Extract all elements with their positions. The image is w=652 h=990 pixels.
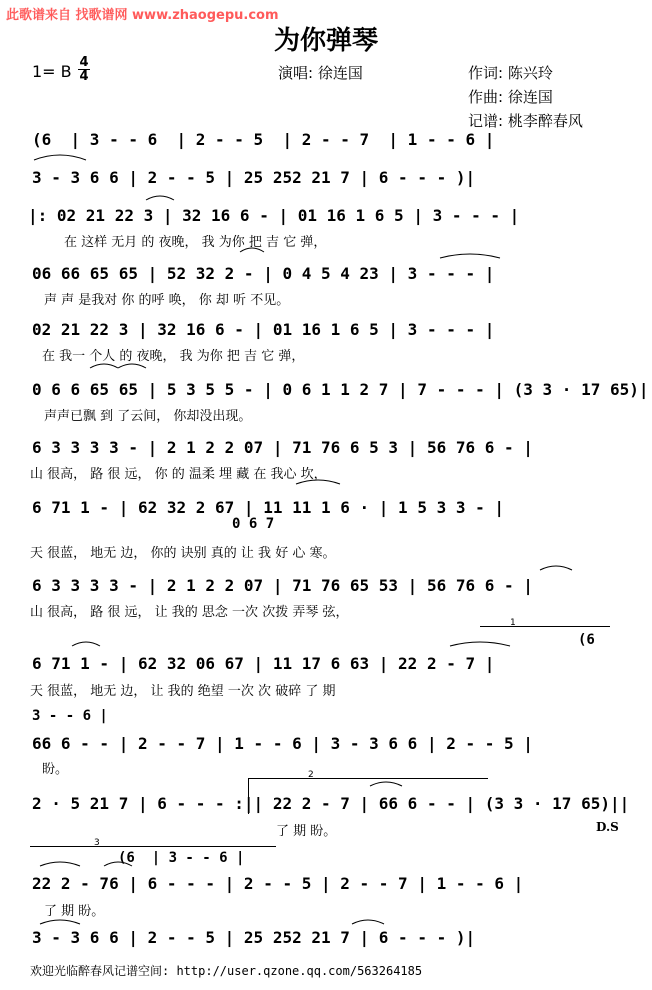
lyrics: 声 声 是我对 你 的呼 唤， 你 却 听 不见。 — [44, 293, 290, 308]
composer-credit: 作曲: 徐连国 — [468, 88, 553, 106]
time-signature-bottom: 4 — [79, 69, 89, 84]
notation: 6 71 1 - | 62 32 2 67 | 11 11 1 6 · | 1 5 3 3 - | — [32, 498, 505, 517]
time-signature-top: 4 — [79, 55, 89, 70]
lyrics: 在 我一 个人 的 夜晚， 我 为你 把 吉 它 弹， — [42, 349, 305, 364]
footer-text: 欢迎光临醉春风记谱空间: http://user.qzone.qq.com/563264185 — [30, 964, 423, 978]
notation: |: 02 21 22 3 | 32 16 6 - | 01 16 1 6 5 | 3 - - - | — [28, 206, 520, 225]
sub-notation: 0 6 7 — [232, 516, 275, 532]
notation: 06 66 65 65 | 52 32 2 - | 0 4 5 4 23 | 3 - - - | — [32, 264, 495, 283]
lyrics: 山 很高， 路 很 远， 你 的 温柔 埋 藏 在 我心 坎， — [30, 467, 327, 482]
lyrics: 在 这样 无月 的 夜晚， 我 为你 把 吉 它 弹， — [64, 235, 327, 250]
ending-number-2: 2 — [308, 770, 314, 780]
singer-credit: 演唱: 徐连国 — [278, 64, 363, 82]
lyricist-credit: 作词: 陈兴玲 — [468, 64, 553, 82]
notation: 6 3 3 3 3 - | 2 1 2 2 07 | 71 76 65 53 | 56 76 6 - | — [32, 576, 533, 595]
pre-notation: (6 — [578, 632, 595, 648]
notation: 6 71 1 - | 62 32 06 67 | 11 17 6 63 | 22 2 - 7 | — [32, 654, 495, 673]
lyrics: 了 期 盼。 — [276, 824, 337, 839]
notation: 3 - 3 6 6 | 2 - - 5 | 25 252 21 7 | 6 - - - )| — [32, 928, 476, 947]
notation: 66 6 - - | 2 - - 7 | 1 - - 6 | 3 - 3 6 6 | 2 - - 5 | — [32, 734, 533, 753]
ds-mark: D.S — [596, 820, 619, 834]
watermark: 此歌谱来自 找歌谱网 www.zhaogepu.com — [6, 8, 279, 23]
song-title: 为你弹琴 — [273, 26, 378, 56]
lyrics: 山 很高， 路 很 远， 让 我的 思念 一次 次拨 弄琴 弦， — [30, 605, 349, 620]
key-signature: 1= B — [32, 62, 72, 81]
ending-number-3: 3 — [94, 838, 100, 848]
notation: 02 21 22 3 | 32 16 6 - | 01 16 1 6 5 | 3 - - - | — [32, 320, 495, 339]
notation: 2 · 5 21 7 | 6 - - - :|| 22 2 - 7 | 66 6 - - | (3 3 · 17 65)|| — [32, 794, 630, 813]
notation: 3 - 3 6 6 | 2 - - 5 | 25 252 21 7 | 6 - - - )| — [32, 168, 476, 187]
ending-number-1: 1 — [510, 618, 516, 628]
notation: 6 3 3 3 3 - | 2 1 2 2 07 | 71 76 6 5 3 | 56 76 6 - | — [32, 438, 533, 457]
lyrics: 盼。 — [42, 762, 69, 777]
lyrics: 天 很蓝， 地无 边， 你的 诀别 真的 让 我 好 心 寒。 — [30, 546, 336, 561]
transcriber-credit: 记谱: 桃李醉春风 — [468, 112, 583, 130]
pre-notation: 3 - - 6 | — [32, 708, 108, 724]
lyrics: 声声已飘 到 了云间， 你却没出现。 — [44, 409, 252, 424]
notation: 0 6 6 65 65 | 5 3 5 5 - | 0 6 1 1 2 7 | 7 - - - | (3 3 · 17 65)| — [32, 380, 649, 399]
notation: 22 2 - 76 | 6 - - - | 2 - - 5 | 2 - - 7 | 1 - - 6 | — [32, 874, 524, 893]
pre-notation: (6 | 3 - - 6 | — [118, 850, 245, 866]
notation: (6 | 3 - - 6 | 2 - - 5 | 2 - - 7 | 1 - - 6 | — [32, 130, 495, 149]
lyrics: 天 很蓝， 地无 边， 让 我的 绝望 一次 次 破碎 了 期 — [30, 684, 336, 699]
lyrics: 了 期 盼。 — [44, 904, 105, 919]
